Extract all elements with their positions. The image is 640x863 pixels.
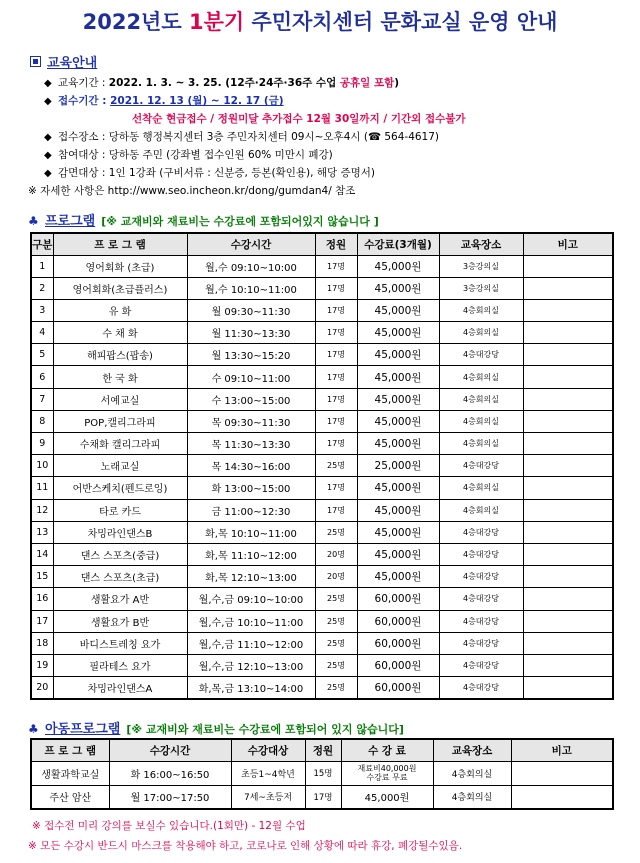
col-header: 비고 [511, 739, 613, 761]
detail-link-line: ※ 자세한 사항은 http://www.seo.incheon.kr/dong/gumdan4/ 참조 [28, 185, 356, 197]
table-row: 13 차밍라인댄스B 화,목 10:10~11:00 25명 45,000원 4층대강당 [31, 521, 613, 543]
col-header: 구분 [31, 233, 53, 255]
club-bullet-icon: ♣ [28, 214, 39, 228]
children-table [30, 738, 614, 810]
col-header: 수 강 료 [341, 739, 433, 761]
table-row: 생활과학교실 화 16:00~16:50 초등1~4학년 15명 재료비40,000원 수강료 무료 4층회의실 [31, 761, 613, 785]
col-header: 비고 [523, 233, 613, 255]
table-row: 9 수채화 캘리그라피 목 11:30~13:30 17명 45,000원 4층회의실 [31, 433, 613, 455]
table-row: 15 댄스 스포츠(초급) 화,목 12:10~13:00 20명 45,000원 4층대강당 [31, 566, 613, 588]
table-row: 7 서예교실 수 13:00~15:00 17명 45,000원 4층회의실 [31, 388, 613, 410]
col-header: 정원 [305, 739, 341, 761]
col-header: 수강시간 [109, 739, 231, 761]
col-header: 프 로 그 램 [31, 739, 109, 761]
col-header: 정원 [315, 233, 357, 255]
diamond-bullet-icon: ◆ [44, 150, 52, 161]
edu-period: ◆ 교육기간 : 2022. 1. 3. ~ 3. 25. (12주·24주·36주 수업 공휴일 포함) [44, 77, 400, 89]
diamond-bullet-icon: ◆ [44, 168, 52, 179]
table-row: 1 영어회화 (초급) 월,수 09:10~10:00 17명 45,000원 3층강의실 [31, 255, 613, 277]
table-header-row [31, 739, 613, 761]
table-row: 6 한 국 화 수 09:10~11:00 17명 45,000원 4층회의실 [31, 366, 613, 388]
children-heading: ♣ 아동프로그램 [※ 교재비와 재료비는 수강료에 포함되어 있지 않습니다] [28, 722, 404, 737]
table-row: 2 영어회화(초급플러스) 월,수 10:10~11:00 17명 45,000원 3층강의실 [31, 277, 613, 299]
diamond-bullet-icon: ◆ [44, 96, 52, 107]
table-row: 5 해피팝스(팝송) 월 13:30~15:20 17명 45,000원 4층대강당 [31, 344, 613, 366]
apply-place: ◆ 접수장소 : 당하동 행정복지센터 3층 주민자치센터 09시~오후4시 (☎ 564-4617) [44, 131, 440, 143]
table-row: 4 수 채 화 월 11:30~13:30 17명 45,000원 4층회의실 [31, 322, 613, 344]
table-row: 8 POP,캘리그라피 목 09:30~11:30 17명 45,000원 4층회의실 [31, 410, 613, 432]
edu-info-heading: 교육안내 [30, 52, 97, 71]
table-row: 20 차밍라인댄스A 화,목,금 13:10~14:00 25명 60,000원 4층대강당 [31, 677, 613, 699]
table-row: 14 댄스 스포츠(중급) 화,목 11:10~12:00 20명 45,000원 4층대강당 [31, 543, 613, 565]
table-row: 12 타로 카드 금 11:00~12:30 17명 45,000원 4층회의실 [31, 499, 613, 521]
col-header: 프 로 그 램 [53, 233, 187, 255]
apply-period: ◆ 접수기간 : 2021. 12. 13 (월) ~ 12. 17 (금) [44, 95, 284, 107]
footer-note-1: ※ 접수전 미리 강의를 보실수 있습니다.(1회만) - 12월 수업 [32, 820, 306, 832]
diamond-bullet-icon: ◆ [44, 132, 52, 143]
table-row: 16 생활요가 A반 월,수,금 09:10~10:00 25명 60,000원 4층대강당 [31, 588, 613, 610]
col-header: 교육장소 [439, 233, 523, 255]
discount: ◆ 감면대상 : 1인 1강좌 (구비서류 : 신분증, 등본(확인용), 해당 증명서) [44, 167, 375, 179]
page-title: 2022년도 1분기 주민자치센터 문화교실 운영 안내 [82, 10, 558, 34]
table-row: 10 노래교실 목 14:30~16:00 25명 25,000원 4층대강당 [31, 455, 613, 477]
program-table [30, 232, 614, 700]
table-row: 19 필라테스 요가 월,수,금 12:10~13:00 25명 60,000원 4층대강당 [31, 654, 613, 676]
table-header-row [31, 233, 613, 255]
club-bullet-icon: ♣ [28, 722, 39, 736]
col-header: 수강시간 [187, 233, 315, 255]
col-header: 수강대상 [231, 739, 305, 761]
table-row: 주산 암산 월 17:00~17:50 7세~초등저 17명 45,000원 4층회의실 [31, 785, 613, 809]
apply-note: 선착순 현금접수 / 정원미달 추가접수 12월 30일까지 / 기간외 접수불가 [132, 113, 466, 125]
square-bullet-icon [30, 56, 41, 67]
table-row: 18 바디스트레칭 요가 월,수,금 11:10~12:00 25명 60,000원 4층대강당 [31, 632, 613, 654]
target: ◆ 참여대상 : 당하동 주민 (강좌별 접수인원 60% 미만시 폐강) [44, 149, 333, 161]
col-header: 수강료(3개월) [357, 233, 439, 255]
diamond-bullet-icon: ◆ [44, 78, 52, 89]
col-header: 교육장소 [433, 739, 511, 761]
footer-note-2: ※ 모든 수강시 반드시 마스크를 착용해야 하고, 코로나로 인해 상황에 따라 휴강, 폐강될수있음. [28, 840, 463, 852]
table-row: 3 유 화 월 09:30~11:30 17명 45,000원 4층회의실 [31, 299, 613, 321]
table-row: 11 어반스케치(펜드로잉) 화 13:00~15:00 17명 45,000원 4층회의실 [31, 477, 613, 499]
table-row: 17 생활요가 B반 월,수,금 10:10~11:00 25명 60,000원 4층대강당 [31, 610, 613, 632]
program-heading: ♣ 프로그램 [※ 교재비와 재료비는 수강료에 포함되어있지 않습니다 ] [28, 214, 379, 229]
